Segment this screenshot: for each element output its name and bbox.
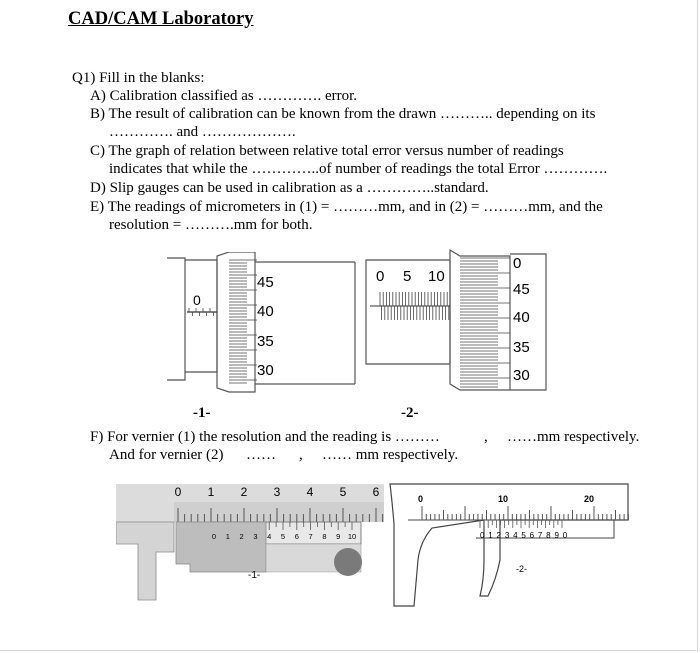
micrometer-2-sleeve-5: 5 [403, 268, 412, 285]
vernier-1-vernier-label: 2 [239, 532, 244, 541]
vernier-1-moving-jaw [176, 522, 266, 572]
question-e-line1: E) The readings of micrometers in (1) = ………mm, and in (2) = ………mm, and the [90, 199, 603, 215]
vernier-1-fixed-jaw [116, 522, 174, 600]
question-c-line2: indicates that while the …………..of number of readings the total Error …………. [109, 161, 608, 177]
vernier-1-main-label: 0 [174, 485, 182, 499]
question-f-blank2: …… [246, 447, 276, 463]
micrometer-2-figure [360, 248, 550, 398]
vernier-1-main-label: 2 [240, 485, 248, 499]
vernier-2-main-0: 0 [418, 494, 424, 504]
micrometer-1-sleeve [185, 260, 217, 372]
question-a: A) Calibration classified as …………. error. [90, 88, 358, 104]
vernier-1-label: -1- [248, 570, 261, 581]
vernier-1-figure [116, 480, 384, 610]
micrometer-1-frame [167, 258, 185, 380]
micrometer-2-thimble-45: 45 [513, 281, 530, 298]
micrometer-2-label: -2- [401, 405, 419, 421]
micrometer-2-thimble-0: 0 [513, 255, 522, 272]
vernier-1-vernier-label: 0 [211, 532, 217, 541]
micrometer-2-sleeve-0: 0 [376, 268, 385, 285]
micrometer-1-sleeve-zero: 0 [193, 292, 201, 308]
question-e-line2: resolution = ……….mm for both. [109, 217, 313, 233]
vernier-1-vernier-label: 10 [347, 532, 357, 541]
micrometer-2-sleeve-10: 10 [428, 268, 445, 285]
vernier-1-main-label: 1 [207, 485, 215, 499]
question-b-line2: …………. and ………………. [109, 124, 296, 140]
micrometer-2-thimble-40: 40 [513, 309, 530, 326]
vernier-1-vernier-label: 8 [322, 532, 327, 541]
question-c-line1: C) The graph of relation between relative total error versus number of readings [90, 143, 564, 159]
vernier-1-thumb-wheel [334, 548, 362, 576]
vernier-2-vernier-scale: 0 1 2 3 4 5 6 7 8 9 0 [480, 531, 568, 540]
question-f-line2: And for vernier (2) [109, 447, 224, 463]
vernier-1-vernier-label: 1 [225, 532, 230, 541]
vernier-1-vernier-label: 5 [280, 532, 286, 541]
vernier-1-main-label: 3 [273, 485, 281, 499]
question-f-line1-end: ……mm respectively. [507, 429, 640, 445]
micrometer-1-label: -1- [193, 405, 211, 421]
micrometer-1-figure [165, 252, 360, 402]
micrometer-1-thimble-35: 35 [257, 333, 274, 350]
page-title: CAD/CAM Laboratory [68, 9, 254, 29]
question-b-line1: B) The result of calibration can be known from the drawn ……….. depending on its [90, 106, 596, 122]
vernier-1-vernier-label: 4 [267, 532, 272, 541]
vernier-2-main-20: 20 [584, 494, 595, 504]
vernier-2-main-10: 10 [498, 494, 509, 504]
question-d: D) Slip gauges can be used in calibration as a …………..standard. [90, 180, 489, 196]
vernier-1-vernier-label: 9 [336, 532, 341, 541]
question-heading: Q1) Fill in the blanks: [72, 70, 205, 86]
vernier-1-vernier-label: 6 [294, 532, 299, 541]
micrometer-1-thimble-45: 45 [257, 274, 274, 291]
question-f-line1: F) For vernier (1) the resolution and the reading is ……… [90, 429, 440, 445]
question-f-line2-end: …… mm respectively. [322, 447, 459, 463]
vernier-2-label: -2- [516, 564, 527, 574]
vernier-1-main-label: 4 [306, 485, 314, 499]
vernier-1-main-label: 6 [372, 485, 380, 499]
question-f-comma2: , [299, 447, 303, 463]
micrometer-2-thimble-30: 30 [513, 367, 530, 384]
question-f-comma1: , [484, 429, 488, 445]
vernier-2-figure [388, 480, 630, 610]
micrometer-1-thimble-30: 30 [257, 362, 274, 379]
vernier-1-vernier-label: 3 [253, 532, 258, 541]
vernier-1-main-label: 5 [339, 485, 347, 499]
vernier-1-vernier-label: 7 [308, 532, 313, 541]
micrometer-1-thimble-40: 40 [257, 303, 274, 320]
micrometer-2-thimble-35: 35 [513, 339, 530, 356]
